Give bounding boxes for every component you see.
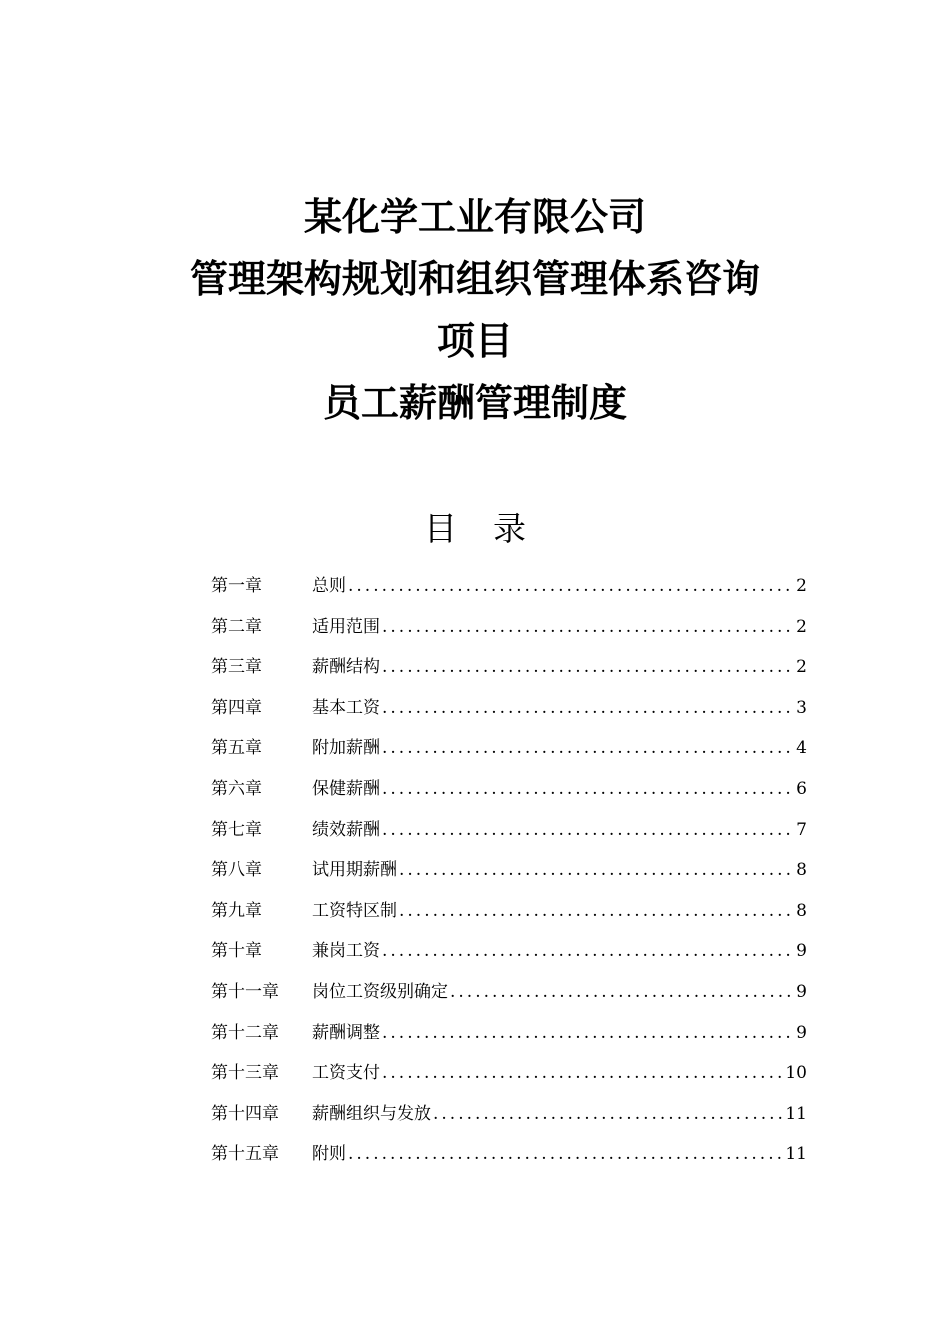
toc-leader — [382, 1053, 783, 1094]
toc-title: 附加薪酬 — [312, 738, 380, 759]
toc-entry[interactable] — [211, 891, 807, 932]
toc-chapter: 第四章 — [211, 697, 262, 718]
toc-title: 工资特区制 — [312, 900, 397, 921]
toc-page-number: 9 — [796, 941, 807, 962]
toc-heading-char-2: 录 — [493, 509, 526, 548]
toc-title: 岗位工资级别确定 — [312, 981, 448, 1002]
toc-title: 工资支付 — [312, 1063, 380, 1084]
toc-entry[interactable] — [211, 769, 807, 810]
toc-page-number: 4 — [796, 738, 807, 759]
toc-leader — [382, 1013, 794, 1054]
toc-title: 保健薪酬 — [312, 778, 380, 799]
toc-chapter: 第一章 — [211, 576, 262, 596]
toc-entry[interactable] — [211, 1094, 807, 1135]
toc-entry[interactable] — [211, 688, 807, 729]
document-title — [0, 186, 950, 434]
toc-page-number: 8 — [796, 900, 807, 921]
toc-leader — [399, 891, 794, 932]
toc-page-number: 8 — [796, 860, 807, 881]
toc-page-number: 11 — [785, 1103, 807, 1124]
toc-heading-char-1: 目 — [424, 509, 457, 548]
toc-entry[interactable] — [211, 810, 807, 851]
table-of-contents — [211, 566, 807, 1175]
toc-page-number: 3 — [796, 697, 807, 718]
toc-chapter: 第十三章 — [211, 1063, 279, 1084]
toc-entry[interactable] — [211, 931, 807, 972]
toc-chapter: 第九章 — [211, 900, 262, 921]
toc-page-number: 7 — [796, 819, 807, 840]
toc-leader — [382, 769, 794, 810]
toc-leader — [382, 607, 794, 648]
toc-chapter: 第十一章 — [211, 981, 279, 1002]
toc-heading — [0, 506, 950, 552]
toc-title: 绩效薪酬 — [312, 819, 380, 840]
toc-title: 薪酬结构 — [312, 657, 380, 678]
toc-entry[interactable] — [211, 728, 807, 769]
toc-page-number: 2 — [796, 576, 807, 596]
toc-title: 薪酬调整 — [312, 1022, 380, 1043]
toc-page-number: 9 — [796, 981, 807, 1002]
toc-entry[interactable] — [211, 647, 807, 688]
toc-chapter: 第八章 — [211, 860, 262, 881]
toc-leader — [382, 810, 794, 851]
toc-chapter: 第十五章 — [211, 1144, 279, 1165]
toc-entry[interactable] — [211, 850, 807, 891]
toc-page-number: 2 — [796, 657, 807, 678]
title-line-policy: 员工薪酬管理制度 — [322, 381, 627, 425]
toc-entry[interactable] — [211, 607, 807, 648]
toc-page-number: 6 — [796, 778, 807, 799]
title-line-project-suffix: 项目 — [436, 319, 513, 363]
title-line-project: 管理架构规划和组织管理体系咨询 — [189, 257, 760, 301]
toc-leader — [382, 931, 794, 972]
toc-chapter: 第五章 — [211, 738, 262, 759]
toc-leader — [399, 850, 794, 891]
toc-leader — [433, 1094, 783, 1135]
toc-title: 适用范围 — [312, 616, 380, 637]
toc-chapter: 第三章 — [211, 657, 262, 678]
toc-title: 薪酬组织与发放 — [312, 1103, 431, 1124]
toc-leader — [450, 972, 794, 1013]
toc-title: 基本工资 — [312, 697, 380, 718]
toc-title: 兼岗工资 — [312, 941, 380, 962]
toc-title: 总则 — [312, 576, 346, 596]
toc-entry[interactable] — [211, 566, 807, 607]
toc-page-number: 10 — [785, 1063, 807, 1084]
toc-leader — [348, 566, 794, 607]
toc-chapter: 第二章 — [211, 616, 262, 637]
toc-chapter: 第十四章 — [211, 1103, 279, 1124]
toc-entry[interactable] — [211, 972, 807, 1013]
toc-entry[interactable] — [211, 1013, 807, 1054]
toc-leader — [382, 647, 794, 688]
toc-leader — [348, 1134, 783, 1175]
toc-title: 试用期薪酬 — [312, 860, 397, 881]
toc-chapter: 第七章 — [211, 819, 262, 840]
toc-leader — [382, 728, 794, 769]
toc-entry[interactable] — [211, 1053, 807, 1094]
toc-leader — [382, 688, 794, 729]
toc-page-number: 2 — [796, 616, 807, 637]
toc-page-number: 11 — [785, 1144, 807, 1165]
title-line-company: 某化学工业有限公司 — [303, 195, 646, 239]
toc-chapter: 第六章 — [211, 778, 262, 799]
toc-title: 附则 — [312, 1144, 346, 1165]
toc-chapter: 第十二章 — [211, 1022, 279, 1043]
toc-page-number: 9 — [796, 1022, 807, 1043]
toc-entry[interactable] — [211, 1134, 807, 1175]
toc-chapter: 第十章 — [211, 941, 262, 962]
